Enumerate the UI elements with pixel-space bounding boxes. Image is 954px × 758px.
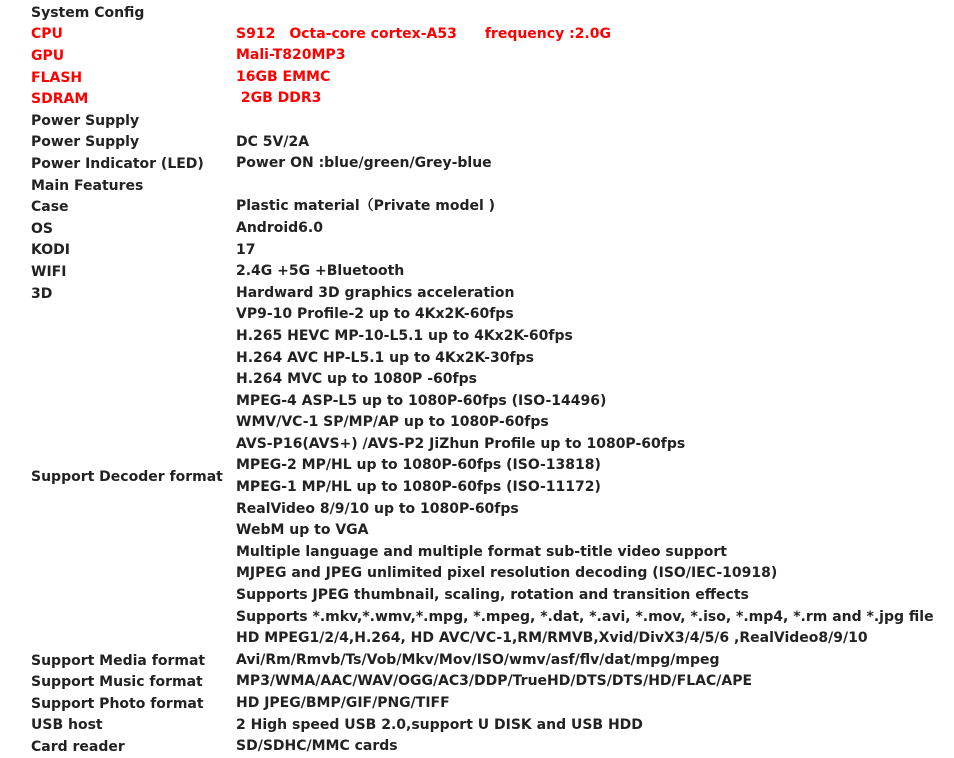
spec-row-support-media-format: [0, 650, 954, 672]
spec-value: 16GB EMMC: [236, 68, 331, 85]
spec-values: [236, 715, 954, 737]
spec-value: Hardward 3D graphics acceleration: [236, 284, 515, 301]
spec-row-power-supply: [0, 110, 954, 132]
spec-value: Supports *.mkv,*.wmv,*.mpg, *.mpeg, *.dat, *.avi, *.mov, *.iso, *.mp4, *.rm and *.jpg file: [236, 608, 934, 625]
spec-label: Support Music format: [31, 674, 203, 691]
spec-label: FLASH: [31, 69, 83, 86]
spec-label: WIFI: [31, 263, 67, 280]
spec-values: [236, 110, 954, 132]
spec-label: KODI: [31, 242, 70, 259]
spec-value: 2.4G +5G +Bluetooth: [236, 263, 405, 280]
spec-value: Avi/Rm/Rmvb/Ts/Vob/Mkv/Mov/ISO/wmv/asf/flv/dat/mpg/mpeg: [236, 651, 720, 668]
spec-values: [236, 196, 954, 218]
spec-value: H.265 HEVC MP-10-L5.1 up to 4Kx2K-60fps: [236, 327, 573, 344]
spec-values: [236, 67, 954, 89]
spec-row-cpu: [0, 24, 954, 46]
spec-label: 3D: [31, 285, 53, 302]
spec-row-support-music-format: [0, 671, 954, 693]
spec-row-card-reader: [0, 736, 954, 758]
spec-label: System Config: [31, 4, 145, 21]
spec-label: SDRAM: [31, 91, 89, 108]
spec-values: [236, 2, 954, 24]
cpu-value: [236, 24, 954, 46]
spec-value: RealVideo 8/9/10 up to 1080P-60fps: [236, 500, 519, 517]
spec-row-power-supply: [0, 132, 954, 154]
spec-value: 2GB DDR3: [240, 90, 322, 107]
spec-value: MP3/WMA/AAC/WAV/OGG/AC3/DDP/TrueHD/DTS/DTS/HD/FLAC/APE: [236, 673, 753, 690]
spec-label: Support Media format: [31, 652, 206, 669]
spec-label: USB host: [31, 717, 103, 734]
spec-label: Support Decoder format: [31, 469, 223, 486]
spec-value: 2 High speed USB 2.0,support U DISK and USB HDD: [236, 716, 643, 733]
spec-values: [236, 693, 954, 715]
spec-row-flash: [0, 67, 954, 89]
spec-value: HD JPEG/BMP/GIF/PNG/TIFF: [236, 695, 450, 711]
spec-label: Power Supply: [31, 134, 140, 151]
spec-value: MPEG-1 MP/HL up to 1080P-60fps (ISO-11172): [236, 479, 601, 496]
spec-row-os: [0, 218, 954, 240]
spec-values: [236, 153, 954, 175]
spec-value: H.264 MVC up to 1080P -60fps: [236, 371, 477, 388]
spec-values: [236, 175, 954, 197]
spec-values: [236, 45, 954, 67]
spec-value: SD/SDHC/MMC cards: [236, 738, 398, 755]
spec-value: MPEG-4 ASP-L5 up to 1080P-60fps (ISO-14496): [236, 392, 607, 409]
spec-row-3d: [0, 283, 954, 305]
spec-value: Multiple language and multiple format sub-title video support: [236, 543, 727, 560]
spec-row-system-config: [0, 2, 954, 24]
spec-value: 17: [236, 241, 256, 258]
spec-label: Case: [31, 199, 69, 216]
spec-label: Power Supply: [31, 112, 140, 129]
spec-values: [236, 88, 954, 110]
spec-label: Main Features: [31, 177, 144, 194]
spec-label: Card reader: [31, 738, 125, 755]
spec-values: [236, 650, 954, 672]
spec-values: [236, 218, 954, 240]
spec-values: [236, 261, 954, 283]
spec-value: Supports JPEG thumbnail, scaling, rotation and transition effects: [236, 587, 749, 604]
spec-value: Mali-T820MP3: [236, 47, 346, 64]
spec-value: DC 5V/2A: [236, 133, 310, 150]
spec-values: [236, 671, 954, 693]
spec-value: HD MPEG1/2/4,H.264, HD AVC/VC-1,RM/RMVB,Xvid/DivX3/4/5/6 ,RealVideo8/9/10: [236, 630, 868, 647]
spec-row-support-photo-format: [0, 693, 954, 715]
spec-row-usb-host: [0, 715, 954, 737]
spec-row-main-features: [0, 175, 954, 197]
cpu-model: S912: [236, 25, 276, 42]
spec-value: Power ON :blue/green/Grey-blue: [236, 155, 492, 172]
spec-row-support-decoder-format: [0, 304, 954, 650]
spec-values: [236, 283, 954, 305]
spec-row-gpu: [0, 45, 954, 67]
spec-label: CPU: [31, 26, 63, 43]
spec-row-wifi: [0, 261, 954, 283]
spec-value: Android6.0: [236, 219, 323, 236]
spec-value: WebM up to VGA: [236, 522, 369, 539]
spec-values: [236, 132, 954, 154]
spec-row-power-indicator-led: [0, 153, 954, 175]
spec-values: [236, 24, 954, 46]
spec-label: OS: [31, 220, 53, 237]
spec-value: H.264 AVC HP-L5.1 up to 4Kx2K-30fps: [236, 349, 534, 366]
cpu-cores: Octa-core cortex-A53: [289, 25, 457, 42]
spec-label: Support Photo format: [31, 695, 204, 712]
cpu-frequency: frequency :2.0G: [484, 25, 611, 42]
spec-value: WMV/VC-1 SP/MP/AP up to 1080P-60fps: [236, 414, 549, 431]
spec-row-kodi: [0, 240, 954, 262]
spec-label: Power Indicator (LED): [31, 155, 204, 172]
spec-value: MJPEG and JPEG unlimited pixel resolution decoding (ISO/IEC-10918): [236, 565, 778, 582]
spec-value: Plastic material（Private model ): [236, 198, 496, 215]
spec-row-case: [0, 196, 954, 218]
spec-values: [236, 304, 954, 650]
spec-values: [236, 240, 954, 262]
spec-value: VP9-10 Profile-2 up to 4Kx2K-60fps: [236, 306, 514, 323]
spec-label: GPU: [31, 47, 65, 64]
spec-value: MPEG-2 MP/HL up to 1080P-60fps (ISO-13818): [236, 457, 601, 474]
spec-value: AVS-P16(AVS+) /AVS-P2 JiZhun Profile up to 1080P-60fps: [236, 435, 686, 452]
spec-values: [236, 736, 954, 758]
spec-row-sdram: [0, 88, 954, 110]
